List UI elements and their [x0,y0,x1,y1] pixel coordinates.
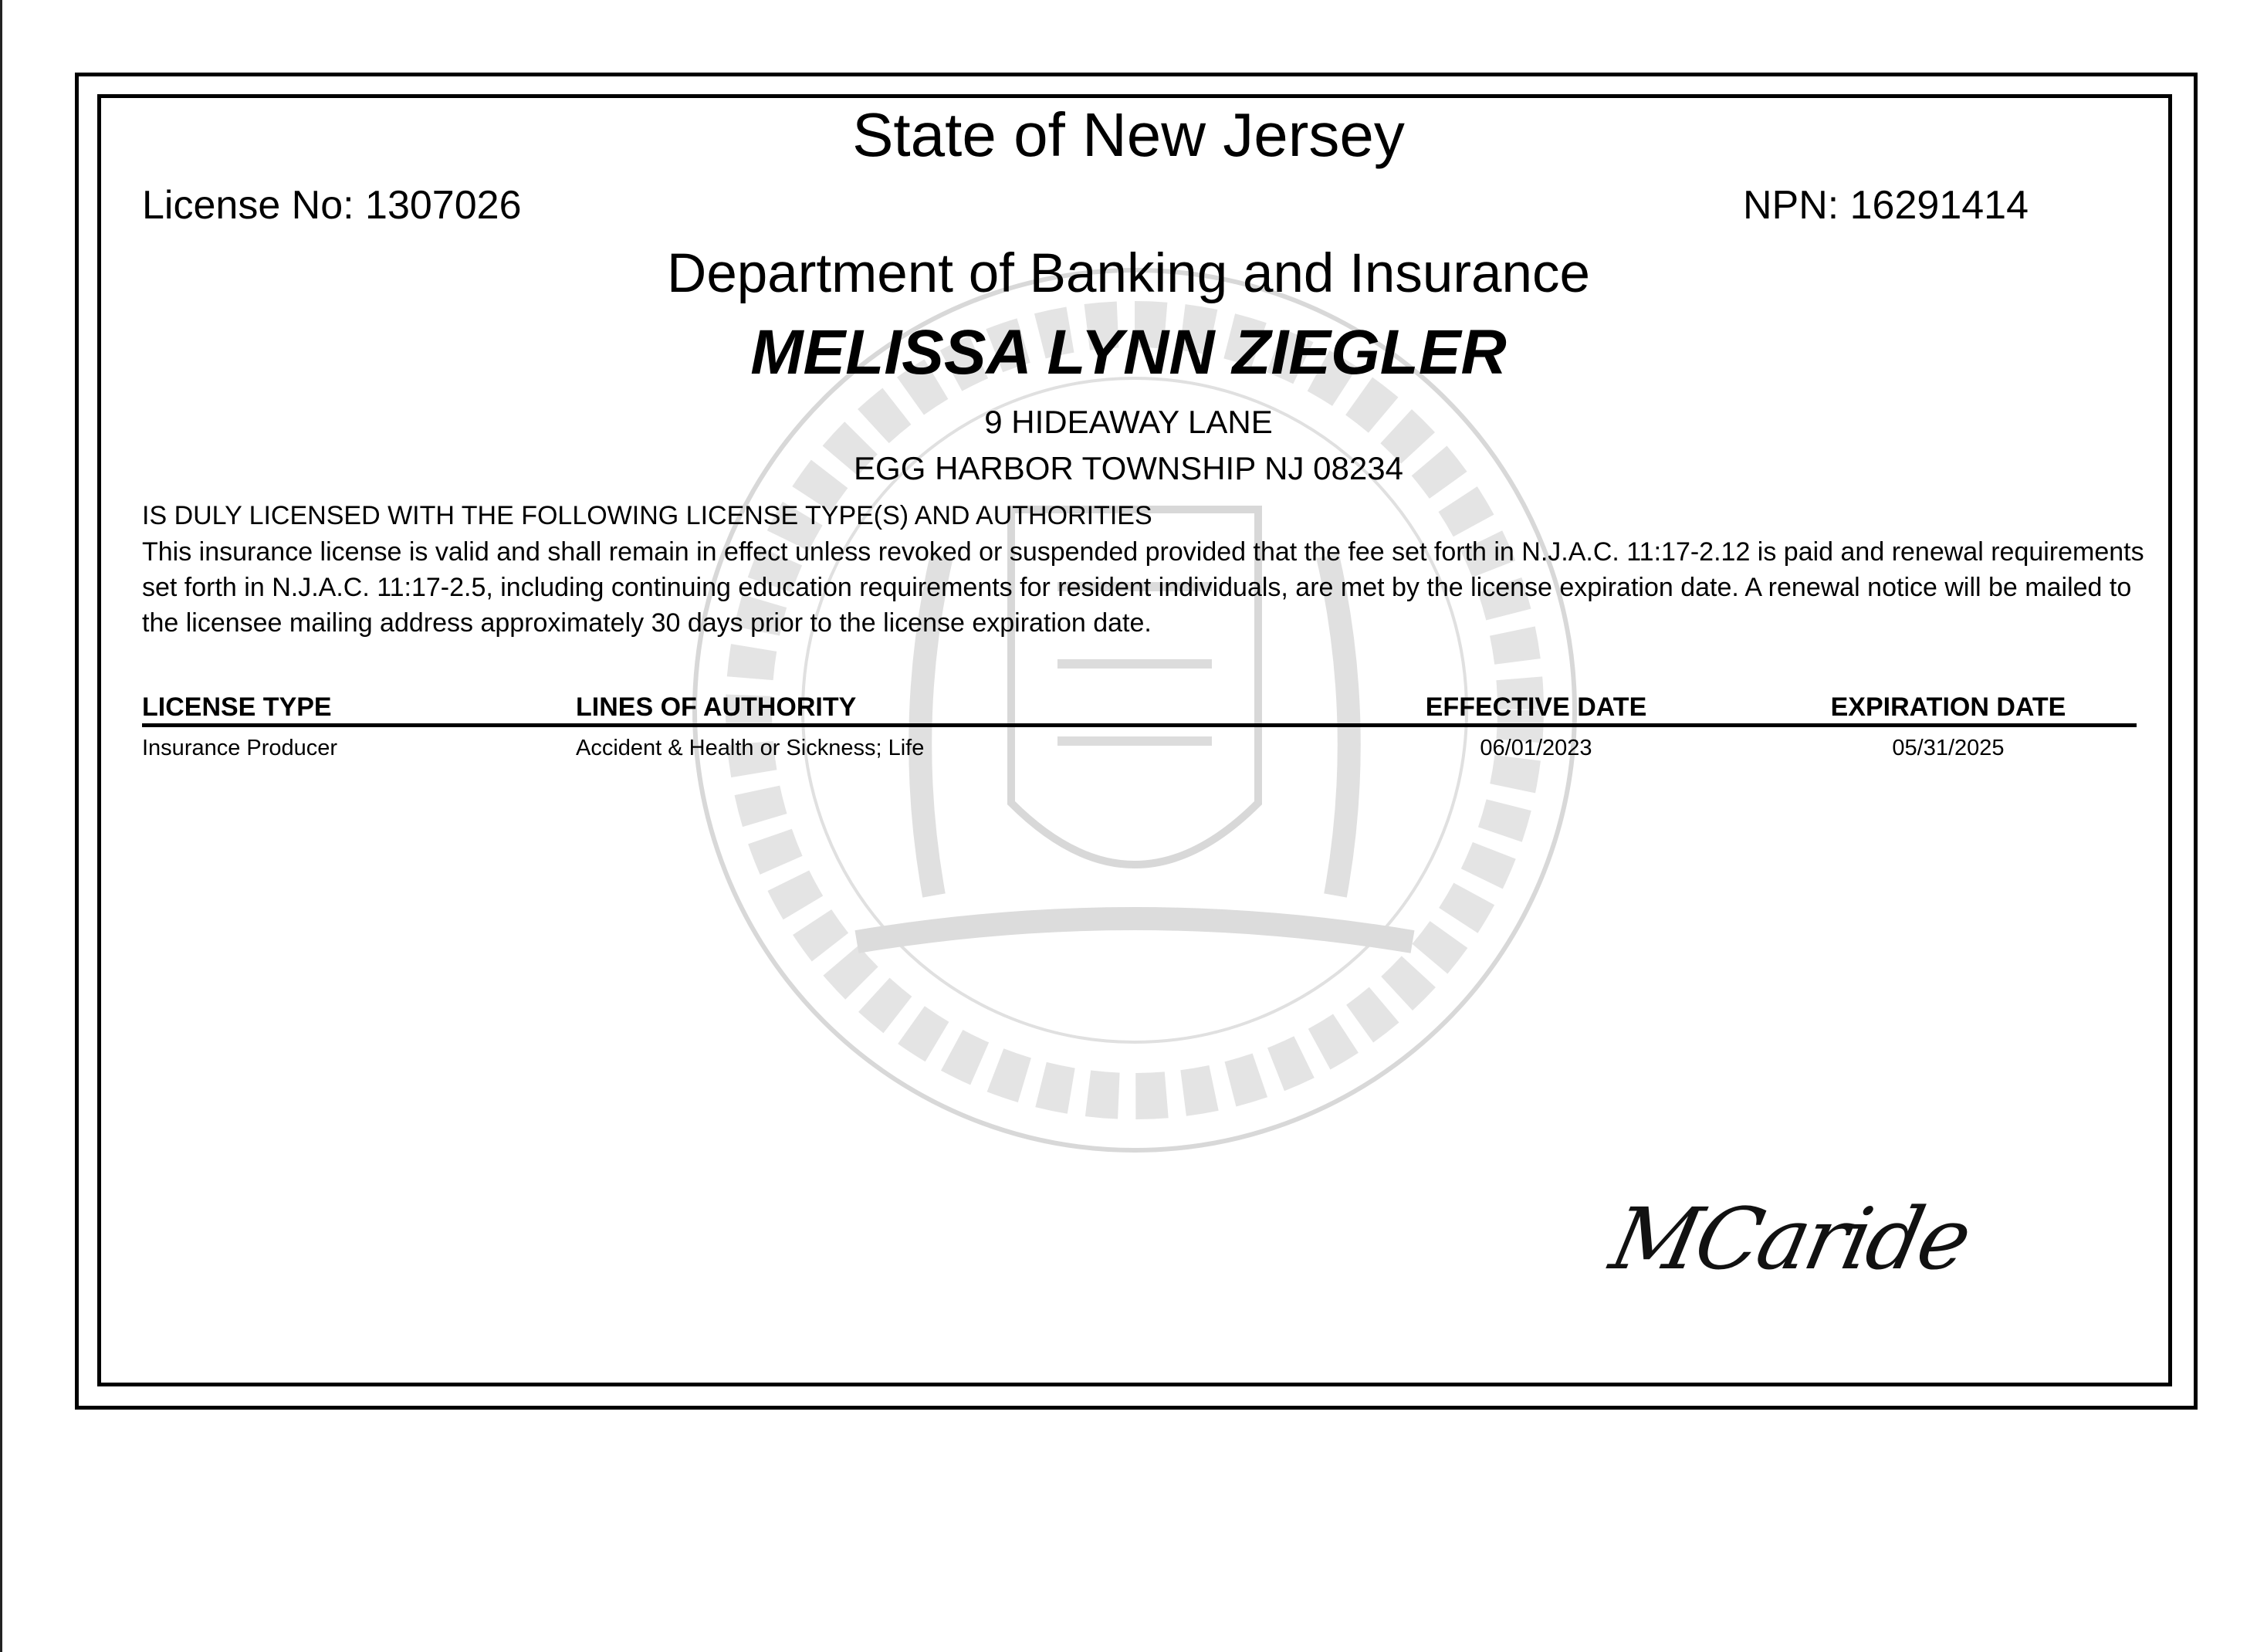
signature: MCaride [1602,1190,1978,1288]
address-line-1: 9 HIDEAWAY LANE [984,404,1273,440]
column-header-license-type: LICENSE TYPE [142,692,332,722]
department-title: Department of Banking and Insurance [667,243,1590,304]
licensee-name: MELISSA LYNN ZIEGLER [750,317,1507,388]
state-title: State of New Jersey [852,100,1405,169]
column-header-effective-date: EFFECTIVE DATE [1425,692,1647,722]
effective-date-cell: 06/01/2023 [1480,736,1592,760]
table-header-rule [142,723,2137,727]
lines-of-authority-cell: Accident & Health or Sickness; Life [576,736,925,760]
license-number: License No: 1307026 [142,183,522,228]
address-line-2: EGG HARBOR TOWNSHIP NJ 08234 [854,450,1403,486]
column-header-expiration-date: EXPIRATION DATE [1830,692,2066,722]
column-header-lines-of-authority: LINES OF AUTHORITY [576,692,857,722]
license-statement-heading: IS DULY LICENSED WITH THE FOLLOWING LICENSE TYPE(S) AND AUTHORITIES [142,501,1152,530]
license-type-cell: Insurance Producer [142,736,338,760]
npn-number: NPN: 16291414 [1742,183,2029,228]
license-statement-body: This insurance license is valid and shall remain in effect unless revoked or suspended provided that the fee set forth in N.J.A.C. 11:17-2.12 is paid and renewal requirements set forth in N.J.A.C. 11:17-2.5, including continuing education requirements for resident individuals, are met by the license expiration date. A renewal notice will be mailed to the licensee mailing address approximately 30 days prior to the license expiration date. [142,537,2144,638]
expiration-date-cell: 05/31/2025 [1892,736,2005,760]
